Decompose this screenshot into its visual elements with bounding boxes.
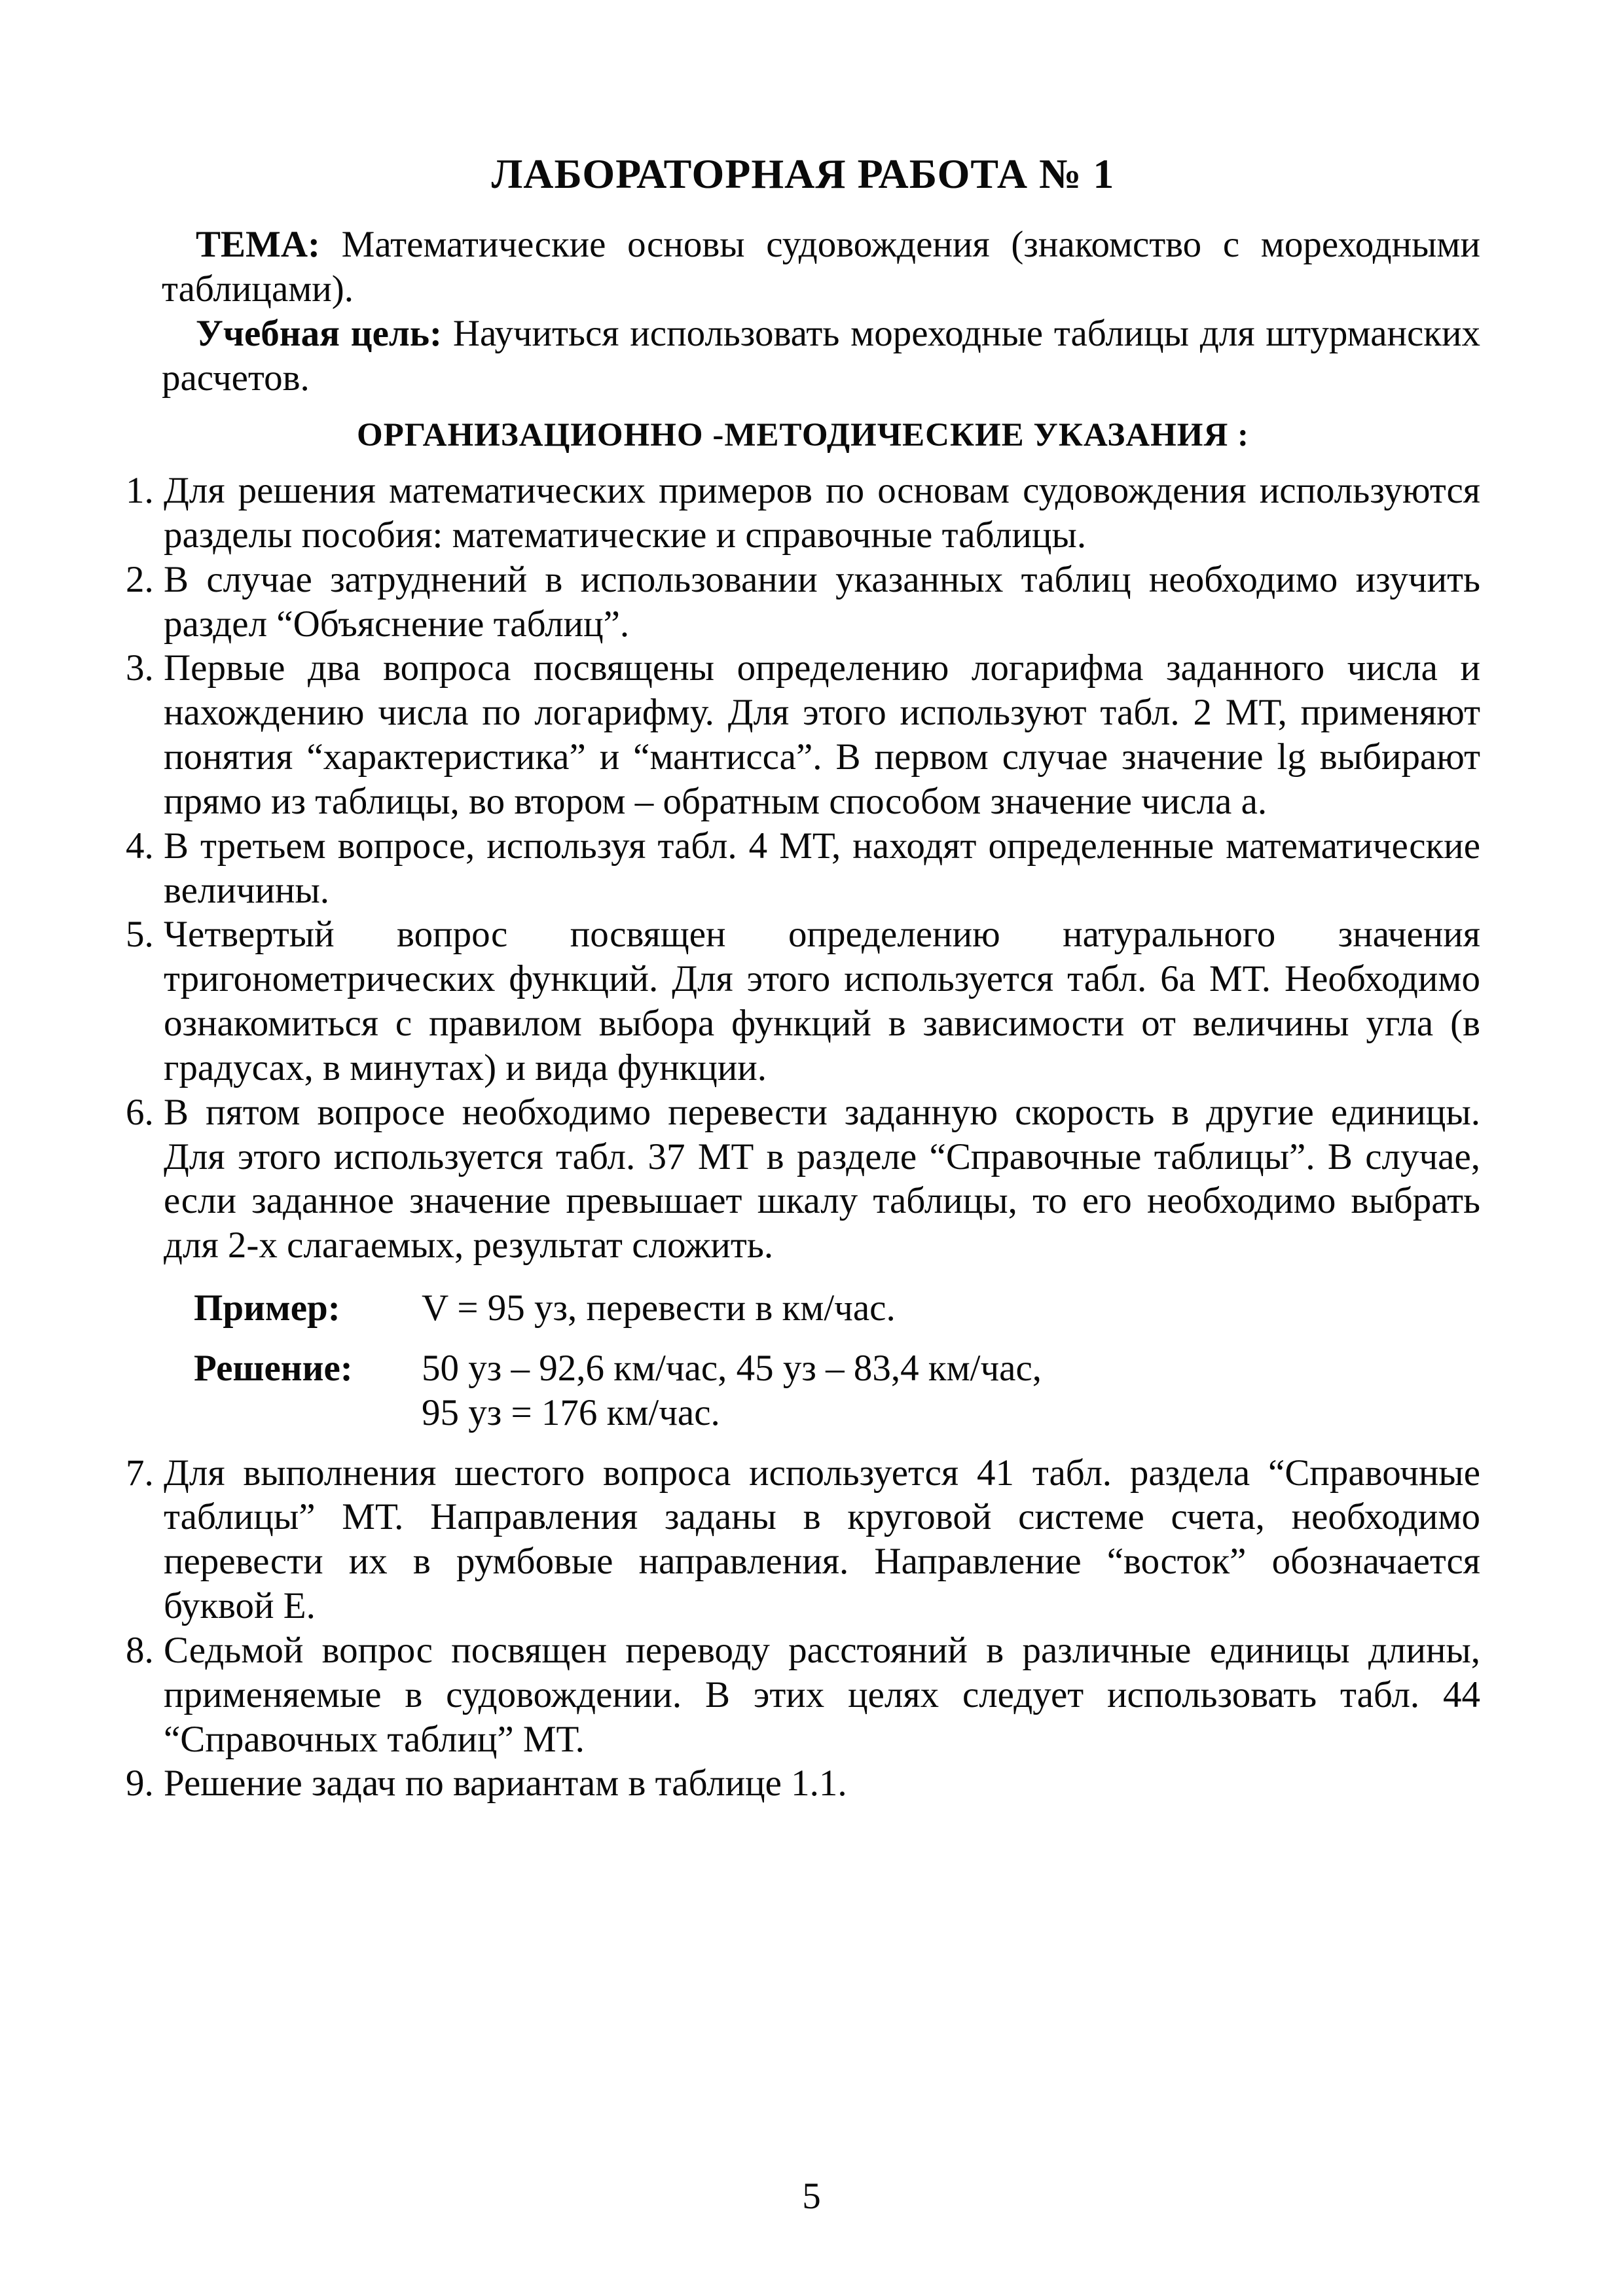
list-item-4 — [126, 824, 1480, 913]
list-item-8-text: Седьмой вопрос посвящен переводу расстояний в различные единицы длины, применяемые в судовождении. В этих целях следует использовать табл. 44 “Справочных таблиц” МТ. — [164, 1629, 1480, 1760]
solution-line-2: 95 уз = 176 км/час. — [422, 1391, 720, 1433]
list-item-4-text: В третьем вопросе, используя табл. 4 МТ, находят определенные математические величины. — [164, 825, 1480, 911]
example-label: Пример: — [194, 1287, 340, 1329]
list-item-1 — [126, 469, 1480, 558]
example-row — [126, 1286, 1480, 1331]
list-item-9-number: 9. — [126, 1763, 154, 1804]
list-item-6-number: 6. — [126, 1091, 154, 1133]
tema-text: Математические основы судовождения (знакомство с мореходными таблицами). — [162, 224, 1480, 310]
list-item-6-text: В пятом вопросе необходимо перевести заданную скорость в другие единицы. Для этого используется табл. 37 МТ в разделе “Справочные таблицы”. В случае, если заданное значение превышает шкалу таблицы, то его необходимо выбрать для 2-х слагаемых, результат сложить. — [164, 1091, 1480, 1266]
page-title: ЛАБОРАТОРНАЯ РАБОТА № 1 — [491, 151, 1115, 197]
list-item-3 — [126, 646, 1480, 823]
solution-label: Решение: — [194, 1347, 353, 1389]
list-item-3-text: Первые два вопроса посвящены определению логарифма заданного числа и нахождению числа по логарифму. Для этого используют табл. 2 МТ, применяют понятия “характеристика” и “мантисса”. В первом случае значение lg выбирают прямо из таблицы, во втором – обратным способом значение числа а. — [164, 647, 1480, 822]
list-item-9 — [126, 1761, 1480, 1806]
list-item-7-number: 7. — [126, 1452, 154, 1494]
section-heading: ОРГАНИЗАЦИОННО -МЕТОДИЧЕСКИЕ УКАЗАНИЯ : — [356, 417, 1250, 454]
list-item-5-text: Четвертый вопрос посвящен определению натурального значения тригонометрических функций. Для этого используется табл. 6а МТ. Необходимо ознакомиться с правилом выбора функций в зависимости от величины угла (в градусах, в минутах) и вида функции. — [164, 914, 1480, 1088]
goal-label: Учебная цель: — [196, 312, 442, 354]
example-block — [126, 1286, 1480, 1435]
list-item-2-text: В случае затруднений в использовании указанных таблиц необходимо изучить раздел “Объяснение таблиц”. — [164, 558, 1480, 645]
list-item-2 — [126, 558, 1480, 647]
goal-text: Научиться использовать мореходные таблицы для штурманских расчетов. — [162, 312, 1481, 399]
list-item-2-number: 2. — [126, 558, 154, 600]
list-item-1-text: Для решения математических примеров по основам судовождения используются разделы пособия: математические и справочные таблицы. — [164, 470, 1480, 556]
list-item-5 — [126, 912, 1480, 1090]
page-number: 5 — [802, 2176, 821, 2217]
intro-paragraph-tema — [126, 223, 1480, 312]
list-item-7 — [126, 1451, 1480, 1628]
list-item-3-number: 3. — [126, 647, 154, 689]
list-item-8-number: 8. — [126, 1629, 154, 1671]
example-value: V = 95 уз, перевести в км/час. — [422, 1287, 896, 1329]
solution-row — [126, 1346, 1480, 1435]
list-item-9-text: Решение задач по вариантам в таблице 1.1. — [164, 1763, 847, 1804]
list-item-6 — [126, 1090, 1480, 1268]
solution-value — [422, 1346, 1480, 1435]
list-item-8 — [126, 1628, 1480, 1761]
intro-paragraph-goal — [126, 312, 1480, 401]
list-item-4-number: 4. — [126, 825, 154, 867]
list-item-7-text: Для выполнения шестого вопроса используется 41 табл. раздела “Справочные таблицы” МТ. Направления заданы в круговой системе счета, необходимо перевести их в румбовые направления. Направление “восток” обозначается буквой Е. — [164, 1452, 1480, 1627]
list-item-1-number: 1. — [126, 470, 154, 512]
list-item-5-number: 5. — [126, 914, 154, 956]
tema-label: ТЕМА: — [196, 224, 320, 266]
solution-line-1: 50 уз – 92,6 км/час, 45 уз – 83,4 км/час, — [422, 1347, 1042, 1389]
